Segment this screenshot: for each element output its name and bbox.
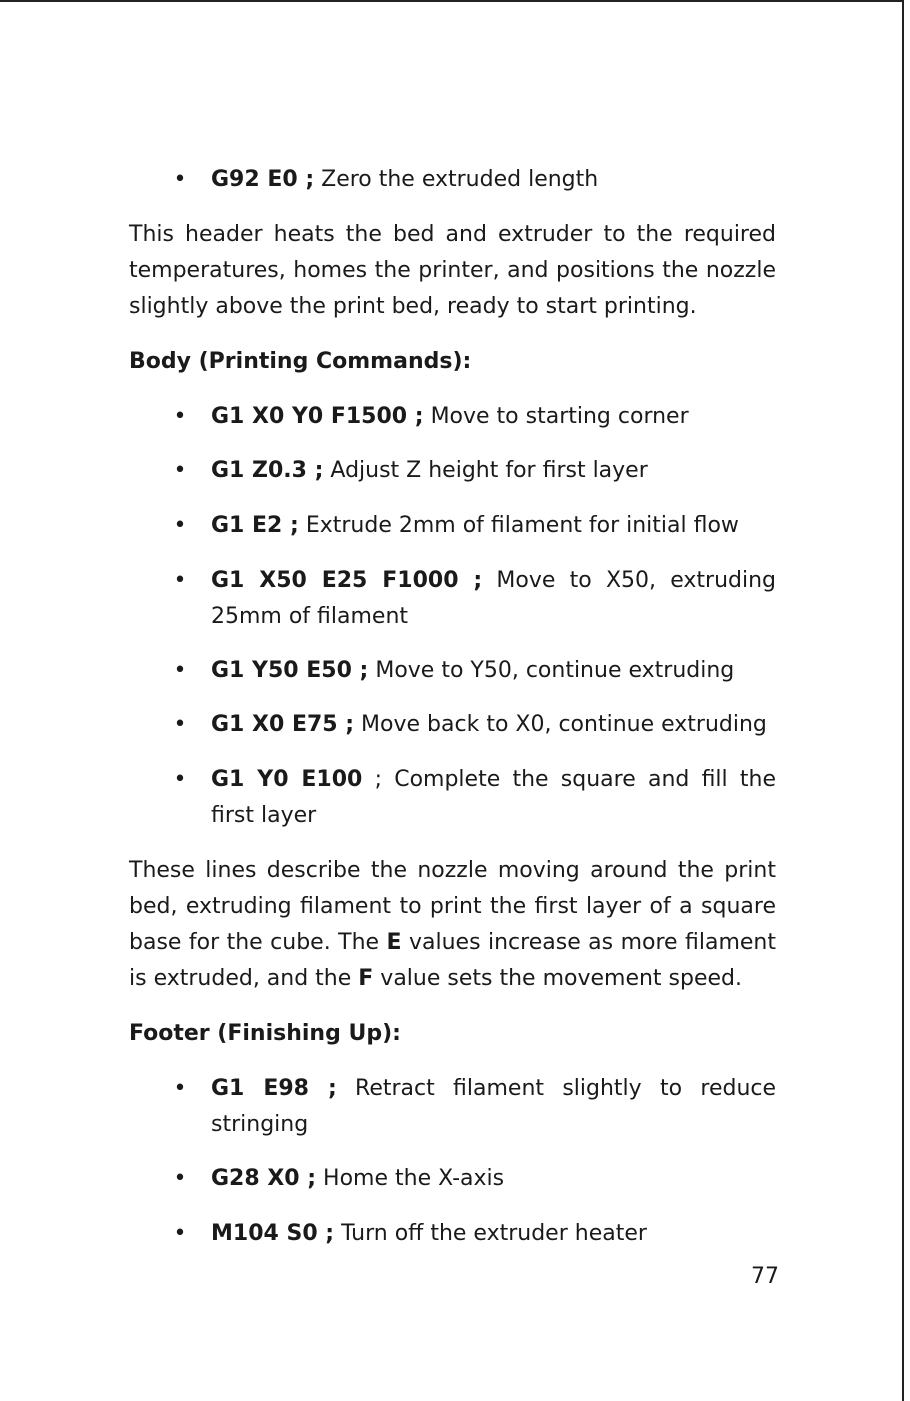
gcode-comment: Move to starting corner (423, 404, 689, 429)
gcode-comment: Move to Y50, continue extruding (368, 658, 735, 683)
bullet-item (173, 707, 776, 743)
bullet-item (173, 453, 776, 489)
gcode-comment: ; Complete the square and fill the first layer (211, 767, 776, 828)
paragraph-text: values increase as more filament is extruded, and the (129, 930, 776, 991)
gcode-command: G1 Y0 E100 (211, 767, 363, 792)
paragraph-body-description (129, 853, 776, 997)
page-border-right (902, 0, 904, 1401)
bullet-icon: • (173, 658, 187, 683)
gcode-comment: Turn off the extruder heater (334, 1221, 647, 1246)
gcode-command: G1 Y50 E50 ; (211, 658, 369, 683)
paragraph-text: These lines describe the nozzle moving around the print bed, extruding filament to print the first layer of a square base for the cube. The (129, 858, 776, 955)
heading-body: Body (Printing Commands): (129, 349, 472, 374)
bullet-item (173, 563, 776, 635)
bullet-item (173, 1071, 777, 1143)
gcode-comment: Move to X50, extruding 25mm of filament (211, 568, 776, 629)
bullet-icon: • (173, 712, 187, 737)
gcode-comment: Zero the extruded length (314, 167, 599, 192)
gcode-command: G28 X0 ; (211, 1166, 317, 1191)
gcode-command: G1 E2 ; (211, 513, 299, 538)
bullet-item (173, 762, 776, 834)
gcode-command: G1 E98 ; (211, 1076, 337, 1101)
bullet-icon: • (173, 167, 187, 192)
gcode-command: G1 Z0.3 ; (211, 458, 324, 483)
bullet-icon: • (173, 513, 187, 538)
bullet-item-g92 (173, 162, 776, 198)
gcode-comment: Adjust Z height for first layer (323, 458, 648, 483)
gcode-command: G1 X50 E25 F1000 ; (211, 568, 483, 593)
paragraph-header-description: This header heats the bed and extruder to the required temperatures, homes the printer, and positions the nozzle slightly above the print bed, ready to start printing. (129, 222, 776, 319)
paragraph-text: value sets the movement speed. (373, 966, 742, 991)
f-value-term: F (358, 966, 374, 991)
gcode-comment: Retract filament slightly to reduce stringing (211, 1076, 777, 1137)
gcode-command: G92 E0 ; (211, 167, 315, 192)
heading-footer: Footer (Finishing Up): (129, 1021, 401, 1046)
bullet-item (173, 1161, 776, 1197)
bullet-icon: • (173, 404, 187, 429)
bullet-icon: • (173, 568, 187, 593)
e-value-term: E (386, 930, 402, 955)
bullet-item (173, 1216, 776, 1252)
bullet-icon: • (173, 1166, 187, 1191)
bullet-item (173, 653, 776, 689)
gcode-command: G1 X0 E75 ; (211, 712, 355, 737)
gcode-command: G1 X0 Y0 F1500 ; (211, 404, 424, 429)
bullet-icon: • (173, 458, 187, 483)
bullet-icon: • (173, 1221, 187, 1246)
bullet-icon: • (173, 767, 187, 792)
bullet-icon: • (173, 1076, 187, 1101)
gcode-comment: Home the X-axis (316, 1166, 505, 1191)
gcode-comment: Move back to X0, continue extruding (354, 712, 767, 737)
gcode-command: M104 S0 ; (211, 1221, 335, 1246)
bullet-item (173, 399, 776, 435)
bullet-item (173, 508, 776, 544)
gcode-comment: Extrude 2mm of filament for initial flow (298, 513, 739, 538)
page-number: 77 (751, 1264, 779, 1289)
page-border-top (0, 0, 904, 2)
